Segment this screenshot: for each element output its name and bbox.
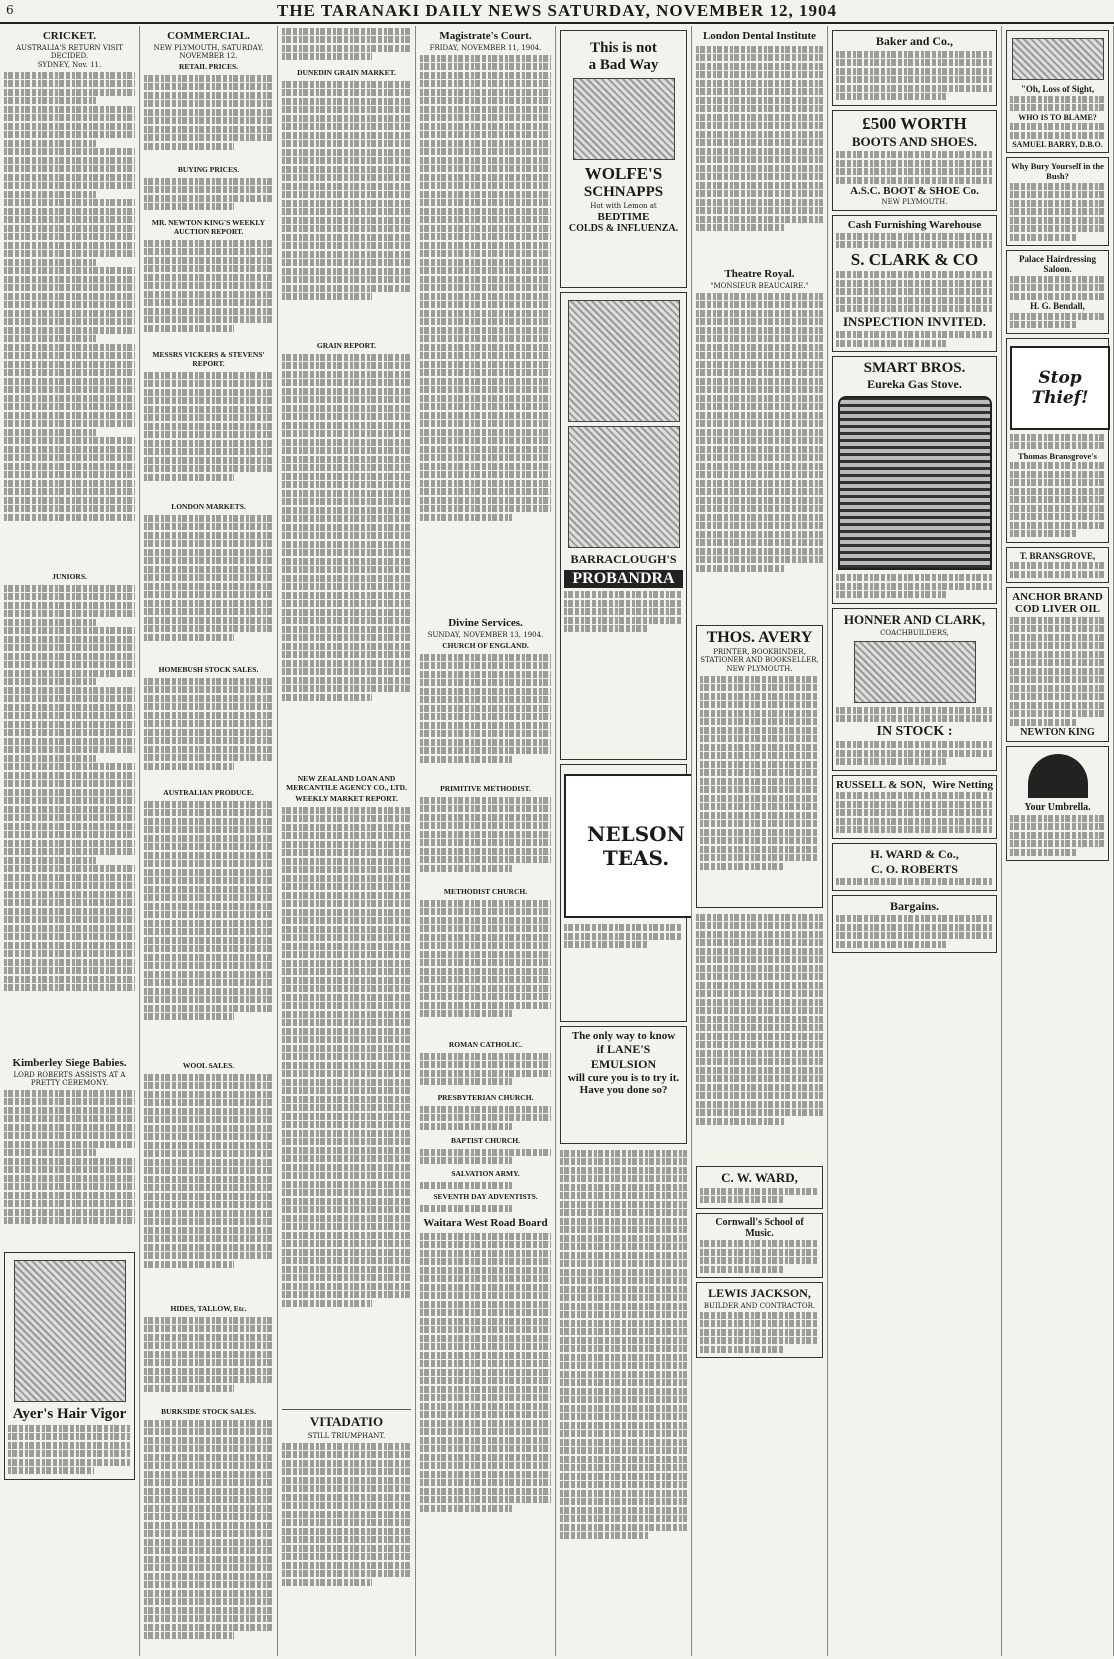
waitara-road-board-text: [420, 1231, 551, 1561]
bush-advert: [1006, 157, 1109, 246]
magistrates-court-text: [420, 53, 551, 613]
masthead: [0, 0, 1114, 24]
commercial-dateline: NEW PLYMOUTH, SATURDAY, NOVEMBER 12.: [153, 44, 264, 60]
burkside-heading: BURKSIDE STOCK SALES.: [161, 1407, 256, 1416]
palace-hairdressing-title: Palace Hairdressing Saloon.: [1018, 254, 1097, 274]
cricket-heading: CRICKET.: [42, 30, 97, 42]
divine-services-heading: Divine Services.: [448, 617, 523, 629]
c-w-ward-advert: [696, 1166, 823, 1209]
loss-of-sight-advert: [1006, 30, 1109, 153]
cornwall-music-title: Cornwall's School of Music.: [715, 1216, 804, 1239]
buying-prices-text: [144, 176, 273, 216]
umbrella-illustration: [1028, 754, 1088, 798]
thos-avery-advert: [696, 625, 823, 908]
ayers-hair-vigor-advert: [4, 1252, 135, 1480]
theatre-royal-heading: Theatre Royal.: [724, 268, 795, 280]
kimberley-article-text: [4, 1088, 135, 1248]
who-to-blame: WHO IS TO BLAME?: [1018, 112, 1097, 122]
hides-tallow-heading: HIDES, TALLOW, Etc.: [170, 1304, 247, 1313]
salvation-army-heading: SALVATION ARMY.: [451, 1169, 520, 1178]
cod-liver-oil-advert: [1006, 587, 1109, 742]
burkside-text: [144, 1418, 273, 1656]
wolfes-tagline: Hot with Lemon at: [590, 202, 657, 210]
cornwall-music-advert: [696, 1213, 823, 1279]
wolfes-illustration: [573, 78, 675, 160]
umbrella-advert: [1006, 746, 1109, 861]
russell-son-advert: [832, 775, 997, 839]
theatre-royal-subheading: "MONSIEUR BEAUCAIRE.": [710, 282, 809, 290]
h-ward-advert: [832, 843, 997, 891]
inspection-invited-title: INSPECTION INVITED.: [842, 313, 987, 329]
barracloughs-liniment-illustration: [568, 426, 680, 548]
stop-thief-title: Stop Thief!: [1010, 346, 1110, 430]
column-5-lower-text: [560, 1148, 687, 1618]
cricket-subheading: AUSTRALIA'S RETURN VISIT DECIDED.: [16, 44, 123, 60]
cricket-article-text: [4, 70, 135, 570]
methodist-church-text: [420, 898, 551, 1038]
loan-mercantile-heading: NEW ZEALAND LOAN AND MERCANTILE AGENCY CO., LTD.: [286, 774, 407, 792]
london-markets-heading: LONDON MARKETS.: [171, 502, 246, 511]
lewis-jackson-advert: [696, 1282, 823, 1358]
eureka-stove-title: Eureka Gas Stove.: [867, 377, 962, 391]
methodist-church-heading: METHODIST CHURCH.: [443, 887, 528, 896]
divine-services-dateline: SUNDAY, NOVEMBER 13, 1904.: [427, 631, 544, 639]
vitadatio-title: VITADATIO: [309, 1414, 384, 1429]
asc-boot-title: A.S.C. BOOT & SHOE Co.: [850, 185, 979, 197]
roman-catholic-text: [420, 1051, 551, 1091]
roman-catholic-heading: ROMAN CATHOLIC.: [448, 1040, 523, 1049]
retail-prices-text: [144, 73, 273, 163]
wolfes-bedtime: BEDTIME: [597, 211, 650, 223]
australian-produce-text: [144, 799, 273, 1059]
bargains-title: Bargains.: [889, 898, 939, 913]
vickers-stevens-heading: MESSRS VICKERS & STEVENS' REPORT.: [152, 350, 265, 368]
asc-boot-location: NEW PLYMOUTH.: [881, 198, 948, 206]
honner-clark-advert: [832, 608, 997, 771]
kimberley-heading: Kimberley Siege Babies.: [12, 1057, 127, 1069]
vickers-stevens-text: [144, 370, 273, 500]
buying-prices-heading: BUYING PRICES.: [177, 165, 240, 174]
h-ward-title: H. WARD & Co.,: [870, 846, 959, 861]
baptist-text: [420, 1147, 551, 1167]
homebush-text: [144, 676, 273, 786]
schnapps-title: SCHNAPPS: [583, 184, 664, 200]
barracloughs-box-illustration: [568, 300, 680, 422]
column-7: [828, 26, 1002, 1656]
church-of-england-heading: CHURCH OF ENGLAND.: [442, 641, 529, 650]
baptist-heading: BAPTIST CHURCH.: [450, 1136, 521, 1145]
lanes-line-1: The only way to know: [571, 1030, 676, 1042]
newton-king-report-heading: MR. NEWTON KING'S WEEKLY AUCTION REPORT.: [151, 218, 266, 236]
column-2: [140, 26, 278, 1656]
umbrella-title: Your Umbrella.: [1024, 802, 1091, 813]
commercial-heading: COMMERCIAL.: [167, 30, 250, 42]
thos-avery-title: THOS. AVERY: [706, 629, 813, 646]
five-hundred-worth: £500 WORTH: [862, 113, 967, 133]
column-6-middle-text: [696, 912, 823, 1162]
bad-way-line-1: This is not: [590, 40, 657, 56]
t-bransgrove-title: T. BRANSGROVE,: [1019, 550, 1096, 561]
honner-clark-subtitle: COACHBUILDERS,: [880, 628, 949, 637]
baker-advert: [832, 30, 997, 106]
wool-sales-heading: WOOL SALES.: [182, 1061, 235, 1070]
hides-tallow-text: [144, 1315, 273, 1405]
london-dental-heading: London Dental Institute: [702, 30, 817, 42]
seventh-day-text: [420, 1203, 551, 1213]
weekly-market-heading: WEEKLY MARKET REPORT.: [295, 794, 398, 803]
wolfes-title: WOLFE'S: [584, 164, 663, 183]
russell-son-title: RUSSELL & SON,: [836, 778, 926, 791]
column-4: [416, 26, 556, 1656]
bargains-advert: [832, 895, 997, 954]
grain-report-heading: GRAIN REPORT.: [316, 341, 377, 350]
seventh-day-heading: SEVENTH DAY ADVENTISTS.: [433, 1192, 538, 1201]
lanes-emulsion-advert: [560, 1026, 687, 1144]
barber-illustration: [14, 1260, 126, 1402]
vitadatio-subtitle: STILL TRIUMPHANT.: [307, 1432, 386, 1440]
newspaper-title: THE TARANAKI DAILY NEWS SATURDAY, NOVEMBER 12, 1904: [277, 1, 837, 20]
dunedin-grain-heading: DUNEDIN GRAIN MARKET.: [297, 68, 396, 77]
wire-netting-title: Wire Netting: [932, 778, 993, 791]
lanes-line-2: if LANE'S EMULSION: [590, 1042, 657, 1071]
presbyterian-text: [420, 1104, 551, 1134]
primitive-methodist-text: [420, 795, 551, 885]
london-markets-text: [144, 513, 273, 663]
lanes-line-3: will cure you is to try it.: [567, 1072, 680, 1084]
thos-avery-location: NEW PLYMOUTH.: [726, 665, 793, 673]
thos-avery-trades: PRINTER, BOOKBINDER, STATIONER AND BOOKSELLER,: [700, 648, 819, 664]
dunedin-grain-text: [282, 79, 411, 339]
retail-prices-heading: RETAIL PRICES.: [178, 62, 239, 71]
page-number: 6: [6, 3, 14, 17]
barracloughs-advert: [560, 292, 687, 760]
prices-continued-text: [282, 26, 411, 66]
juniors-heading: JUNIORS.: [52, 572, 87, 581]
probandra-title: PROBANDRA: [564, 570, 683, 588]
church-of-england-text: [420, 652, 551, 782]
weekly-market-text: [282, 805, 411, 1405]
c-w-ward-title: C. W. WARD,: [721, 1170, 798, 1185]
presbyterian-heading: PRESBYTERIAN CHURCH.: [437, 1093, 534, 1102]
smart-bros-advert: [832, 356, 997, 604]
salvation-army-text: [420, 1180, 551, 1190]
primitive-methodist-heading: PRIMITIVE METHODIST.: [440, 784, 531, 793]
bad-way-line-2: a Bad Way: [588, 57, 659, 73]
palace-hairdressing-advert: [1006, 250, 1109, 334]
baker-title: Baker and Co.,: [875, 34, 954, 48]
gas-stove-illustration: [838, 396, 992, 570]
magistrates-court-dateline: FRIDAY, NOVEMBER 11, 1904.: [429, 44, 542, 52]
london-dental-text: [696, 44, 823, 264]
column-6: [692, 26, 828, 1656]
grain-report-text: [282, 352, 411, 772]
homebush-heading: HOMEBUSH STOCK SALES.: [158, 665, 259, 674]
wool-sales-text: [144, 1072, 273, 1302]
barracloughs-title: BARRACLOUGH'S: [570, 552, 677, 566]
wolfes-colds: COLDS & INFLUENZA.: [568, 223, 679, 234]
column-3: [278, 26, 416, 1656]
in-stock-title: IN STOCK :: [876, 723, 953, 739]
newton-king-report-text: [144, 238, 273, 348]
magistrates-court-heading: Magistrate's Court.: [439, 30, 532, 42]
nelson-teas-advert: [560, 764, 687, 1022]
cash-furnishing-title: Cash Furnishing Warehouse: [847, 219, 982, 231]
loss-of-sight-title: "Oh, Loss of Sight,: [1020, 84, 1095, 94]
smart-bros-title: SMART BROS.: [863, 360, 966, 376]
cod-liver-oil-title: ANCHOR BRAND COD LIVER OIL: [1012, 591, 1103, 615]
bransgrove-carrier-advert: [1006, 547, 1109, 584]
column-1: [0, 26, 140, 1656]
waitara-road-board-heading: Waitara West Road Board: [423, 1217, 548, 1229]
bransgrove-city-title: Thomas Bransgrove's: [1018, 450, 1097, 461]
stop-thief-advert: [1006, 338, 1109, 543]
australian-produce-heading: AUSTRALIAN PRODUCE.: [163, 788, 254, 797]
theatre-royal-text: [696, 291, 823, 621]
c-o-roberts-title: C. O. ROBERTS: [871, 861, 958, 876]
s-clark-title: S. CLARK & CO: [850, 249, 979, 269]
ayers-hair-vigor-title: Ayer's Hair Vigor: [12, 1406, 127, 1422]
column-5: [556, 26, 692, 1656]
boots-shoes-title: BOOTS AND SHOES.: [851, 133, 978, 149]
eyes-illustration: [1012, 38, 1104, 80]
lewis-jackson-subtitle: BUILDER AND CONTRACTOR.: [703, 1302, 816, 1310]
cricket-dateline: SYDNEY, Nov. 11.: [37, 61, 102, 69]
nelson-teas-logo: NELSON TEAS.: [564, 774, 692, 918]
kimberley-subheading: LORD ROBERTS ASSISTS AT A PRETTY CEREMONY.: [13, 1071, 126, 1087]
lewis-jackson-title: LEWIS JACKSON,: [708, 1286, 811, 1300]
vitadatio-text: [282, 1441, 411, 1621]
honner-clark-title: HONNER AND CLARK,: [843, 611, 986, 627]
bury-yourself-title: Why Bury Yourself in the Bush?: [1011, 161, 1104, 181]
carriage-illustration: [854, 641, 976, 703]
newton-king-title: NEWTON KING: [1020, 727, 1095, 738]
wolfes-schnapps-advert: [560, 30, 687, 288]
column-8: [1002, 26, 1114, 1656]
boots-shoes-advert: [832, 110, 997, 212]
lanes-line-4: Have you done so?: [579, 1084, 668, 1096]
cash-furnishing-advert: [832, 215, 997, 352]
juniors-article-text: [4, 583, 135, 1053]
bendall-title: H. G. Bendall,: [1030, 301, 1085, 311]
samuel-barry-title: SAMUEL BARRY, D.B.O.: [1012, 140, 1103, 149]
